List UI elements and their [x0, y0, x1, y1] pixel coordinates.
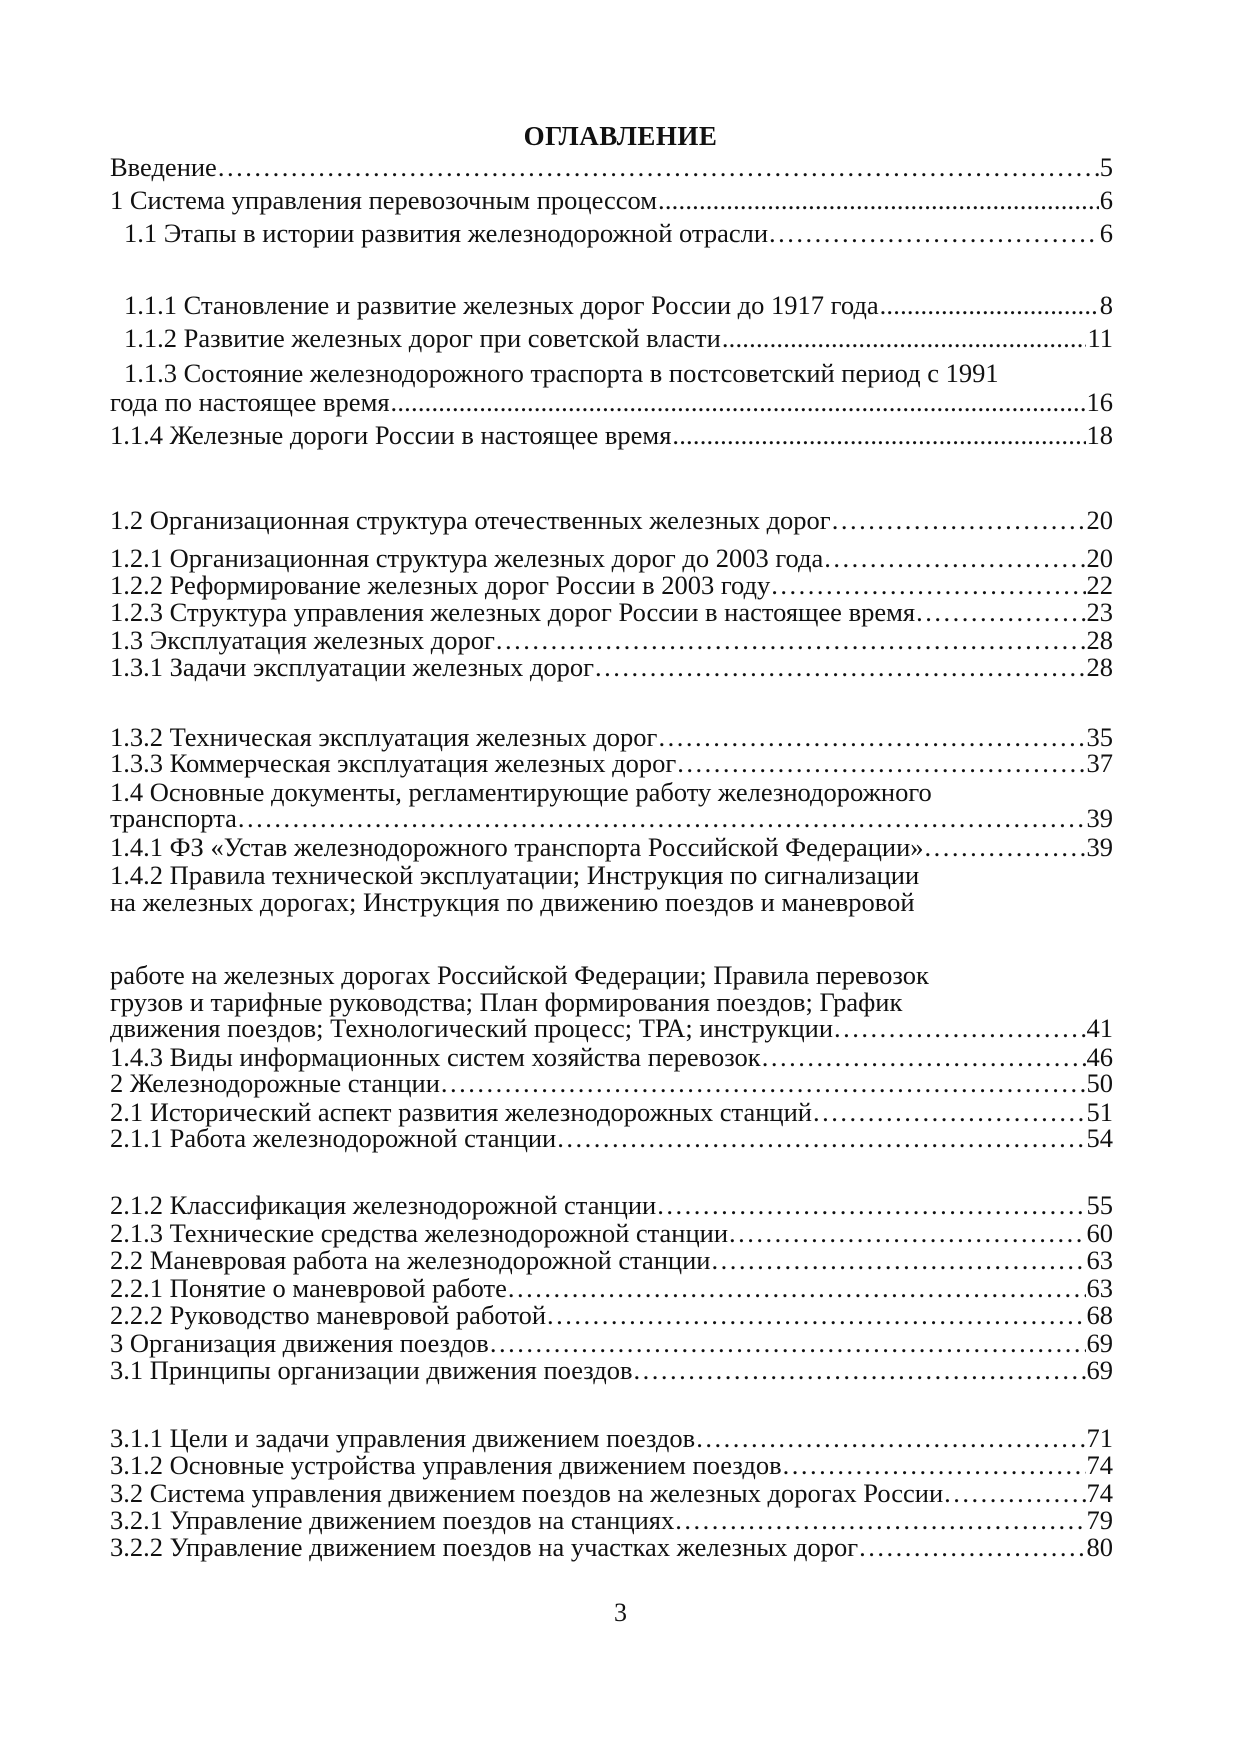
toc-entry-page: 63 — [1086, 1245, 1113, 1275]
toc-entry-page: 46 — [1086, 1042, 1113, 1072]
page-title: ОГЛАВЛЕНИЕ — [523, 121, 718, 151]
dot-leader — [490, 1328, 1086, 1358]
toc-entry[interactable] — [110, 1355, 1113, 1385]
dot-leader — [441, 1068, 1086, 1098]
dot-leader — [729, 1218, 1085, 1248]
toc-entry[interactable] — [110, 625, 1113, 655]
toc-entry-text: 1.2.2 Реформирование железных дорог России в 2003 году — [110, 570, 771, 600]
toc-entry-text-line4: грузов и тарифные руководства; План формирования поездов; График — [110, 987, 903, 1017]
toc-entry[interactable] — [110, 1068, 1113, 1098]
dot-leader — [658, 185, 1099, 215]
toc-entry-page: 50 — [1086, 1068, 1113, 1098]
toc-entry-text: 1.2.1 Организационная структура железных дорог до 2003 года — [110, 543, 824, 573]
toc-entry[interactable] — [110, 1532, 1113, 1562]
toc-entry-text: 3.2.2 Управление движением поездов на участках железных дорог — [110, 1532, 859, 1562]
dot-leader — [824, 543, 1085, 573]
toc-entry[interactable] — [110, 1245, 1113, 1275]
toc-entry[interactable] — [110, 1328, 1113, 1358]
dot-leader — [672, 420, 1085, 450]
toc-entry-text: 2 Железнодорожные станции — [110, 1068, 440, 1098]
toc-entry-text: 1.2.3 Структура управления железных дорог России в настоящее время — [110, 597, 916, 627]
dot-leader — [880, 290, 1099, 320]
toc-entry-page: 22 — [1086, 570, 1113, 600]
toc-entry-text: 2.1.2 Классификация железнодорожной станции — [110, 1190, 657, 1220]
dot-leader — [944, 1478, 1085, 1508]
toc-entry-page: 51 — [1086, 1097, 1113, 1127]
toc-entry[interactable] — [110, 1190, 1113, 1220]
toc-entry[interactable] — [110, 290, 1113, 320]
toc-entry-text: 1.2 Организационная структура отечественных железных дорог — [110, 505, 831, 535]
toc-entry[interactable] — [110, 505, 1113, 535]
toc-entry-page: 23 — [1086, 597, 1113, 627]
toc-entry-text: 3.1.2 Основные устройства управления движением поездов — [110, 1450, 782, 1480]
toc-entry-page: 20 — [1086, 543, 1113, 573]
toc-entry[interactable] — [110, 803, 1113, 833]
toc-entry-text: Введение — [110, 152, 217, 182]
toc-entry[interactable] — [110, 152, 1113, 182]
toc-entry-page: 68 — [1086, 1300, 1113, 1330]
toc-entry[interactable] — [110, 570, 1113, 600]
dot-leader — [675, 1505, 1085, 1535]
toc-entry-text-line1: 1.1.3 Состояние железнодорожного траспорта в постсоветский период с 1991 — [124, 358, 999, 388]
toc-entry[interactable] — [110, 218, 1113, 248]
toc-entry[interactable] — [110, 597, 1113, 627]
toc-entry-text: транспорта — [110, 803, 237, 833]
toc-entry[interactable] — [110, 420, 1113, 450]
toc-entry-page: 37 — [1086, 748, 1113, 778]
toc-entry-page: 79 — [1086, 1505, 1113, 1535]
toc-entry-page: 60 — [1086, 1218, 1113, 1248]
toc-entry-text: 2.2.1 Понятие о маневровой работе — [110, 1273, 507, 1303]
toc-entry-page: 41 — [1086, 1013, 1113, 1043]
dot-leader — [496, 625, 1086, 655]
toc-entry-page: 6 — [1099, 218, 1113, 248]
toc-entry-text-line3: работе на железных дорогах Российской Федерации; Правила перевозок — [110, 960, 929, 990]
toc-entry-page: 16 — [1086, 387, 1113, 417]
dot-leader — [832, 505, 1086, 535]
dot-leader — [722, 323, 1087, 353]
toc-entry[interactable] — [110, 1423, 1113, 1453]
toc-entry[interactable] — [110, 387, 1113, 417]
toc-entry[interactable] — [110, 1013, 1113, 1043]
toc-entry-text: 3.1.1 Цели и задачи управления движением поездов — [110, 1423, 696, 1453]
toc-entry-text: 1.3.3 Коммерческая эксплуатация железных дорог — [110, 748, 677, 778]
toc-entry-page: 20 — [1086, 505, 1113, 535]
dot-leader — [711, 1245, 1085, 1275]
toc-entry-text-line1: 1.4 Основные документы, регламентирующие работу железнодорожного — [110, 777, 932, 807]
dot-leader — [677, 748, 1085, 778]
toc-entry[interactable] — [110, 1273, 1113, 1303]
toc-entry[interactable] — [110, 1505, 1113, 1535]
toc-entry-text-line2: на железных дорогах; Инструкция по движению поездов и маневровой — [110, 887, 915, 917]
toc-entry-text: 1.3.1 Задачи эксплуатации железных дорог — [110, 652, 595, 682]
toc-entry-page: 71 — [1086, 1423, 1113, 1453]
toc-entry-page: 8 — [1099, 290, 1113, 320]
toc-entry[interactable] — [110, 1450, 1113, 1480]
toc-entry-page: 28 — [1086, 652, 1113, 682]
dot-leader — [771, 570, 1085, 600]
toc-entry-text: 1.1.4 Железные дороги России в настоящее время — [110, 420, 672, 450]
toc-entry[interactable] — [110, 543, 1113, 573]
dot-leader — [859, 1532, 1085, 1562]
dot-leader — [547, 1300, 1086, 1330]
toc-entry-text: 3.1 Принципы организации движения поездов — [110, 1355, 633, 1385]
toc-entry-text: 1.1.1 Становление и развитие железных дорог России до 1917 года — [124, 290, 879, 320]
toc-entry-page: 18 — [1086, 420, 1113, 450]
toc-entry-text: 3 Организация движения поездов — [110, 1328, 489, 1358]
toc-entry-page: 54 — [1086, 1123, 1113, 1153]
toc-entry-page: 11 — [1087, 323, 1113, 353]
toc-entry-page: 6 — [1099, 185, 1113, 215]
toc-entry-page: 35 — [1086, 722, 1113, 752]
toc-entry-page: 55 — [1086, 1190, 1113, 1220]
toc-entry-text: 1 Система управления перевозочным процессом — [110, 185, 658, 215]
toc-entry-text-line1: 1.4.2 Правила технической эксплуатации; Инструкция по сигнализации — [110, 860, 920, 890]
toc-entry-page: 63 — [1086, 1273, 1113, 1303]
toc-entry-page: 74 — [1086, 1450, 1113, 1480]
toc-entry-text: 3.2 Система управления движением поездов на железных дорогах России — [110, 1478, 944, 1508]
dot-leader — [916, 597, 1085, 627]
toc-entry-text: 1.3.2 Техническая эксплуатация железных дорог — [110, 722, 658, 752]
toc-entry-page: 69 — [1086, 1328, 1113, 1358]
dot-leader — [834, 1013, 1085, 1043]
toc-entry[interactable] — [110, 1478, 1113, 1508]
toc-entry-text: 2.1.3 Технические средства железнодорожной станции — [110, 1218, 729, 1248]
toc-entry-text: 1.3 Эксплуатация железных дорог — [110, 625, 495, 655]
dot-leader — [508, 1273, 1086, 1303]
toc-entry[interactable] — [110, 1218, 1113, 1248]
toc-entry-text: 2.1 Исторический аспект развития железнодорожных станций — [110, 1097, 812, 1127]
toc-entry-text: 2.2 Маневровая работа на железнодорожной станции — [110, 1245, 711, 1275]
toc-entry-text: 2.2.2 Руководство маневровой работой — [110, 1300, 546, 1330]
toc-entry-text: 1.1 Этапы в истории развития железнодорожной отрасли — [124, 218, 768, 248]
dot-leader — [925, 832, 1086, 862]
toc-entry-page: 74 — [1086, 1478, 1113, 1508]
toc-entry-page: 39 — [1086, 832, 1113, 862]
toc-entry-page: 5 — [1099, 152, 1113, 182]
dot-leader — [696, 1423, 1085, 1453]
toc-entry-text: 2.1.1 Работа железнодорожной станции — [110, 1123, 557, 1153]
toc-entry[interactable] — [110, 832, 1113, 862]
toc-entry-page: 28 — [1086, 625, 1113, 655]
dot-leader — [218, 152, 1099, 182]
toc-entry-text: года по настоящее время — [110, 387, 390, 417]
toc-entry[interactable] — [110, 748, 1113, 778]
toc-entry[interactable] — [110, 652, 1113, 682]
dot-leader — [769, 218, 1099, 248]
toc-entry-text: движения поездов; Технологический процесс; ТРА; инструкции — [110, 1013, 834, 1043]
toc-entry-page: 80 — [1086, 1532, 1113, 1562]
toc-entry-text: 1.4.1 ФЗ «Устав железнодорожного транспорта Российской Федерации» — [110, 832, 924, 862]
toc-entry[interactable] — [110, 323, 1113, 353]
toc-entry-page: 69 — [1086, 1355, 1113, 1385]
toc-entry-text: 3.2.1 Управление движением поездов на станциях — [110, 1505, 675, 1535]
dot-leader — [595, 652, 1085, 682]
toc-entry-text: 1.4.3 Виды информационных систем хозяйства перевозок — [110, 1042, 761, 1072]
dot-leader — [657, 1190, 1085, 1220]
toc-entry-text: 1.1.2 Развитие железных дорог при советской власти — [124, 323, 721, 353]
dot-leader — [238, 803, 1086, 833]
toc-entry[interactable] — [110, 1123, 1113, 1153]
dot-leader — [557, 1123, 1085, 1153]
dot-leader — [391, 387, 1086, 417]
page-number: 3 — [614, 1598, 627, 1627]
dot-leader — [783, 1450, 1086, 1480]
toc-entry-page: 39 — [1086, 803, 1113, 833]
toc-entry[interactable] — [110, 185, 1113, 215]
dot-leader — [634, 1355, 1086, 1385]
toc-entry[interactable] — [110, 1300, 1113, 1330]
